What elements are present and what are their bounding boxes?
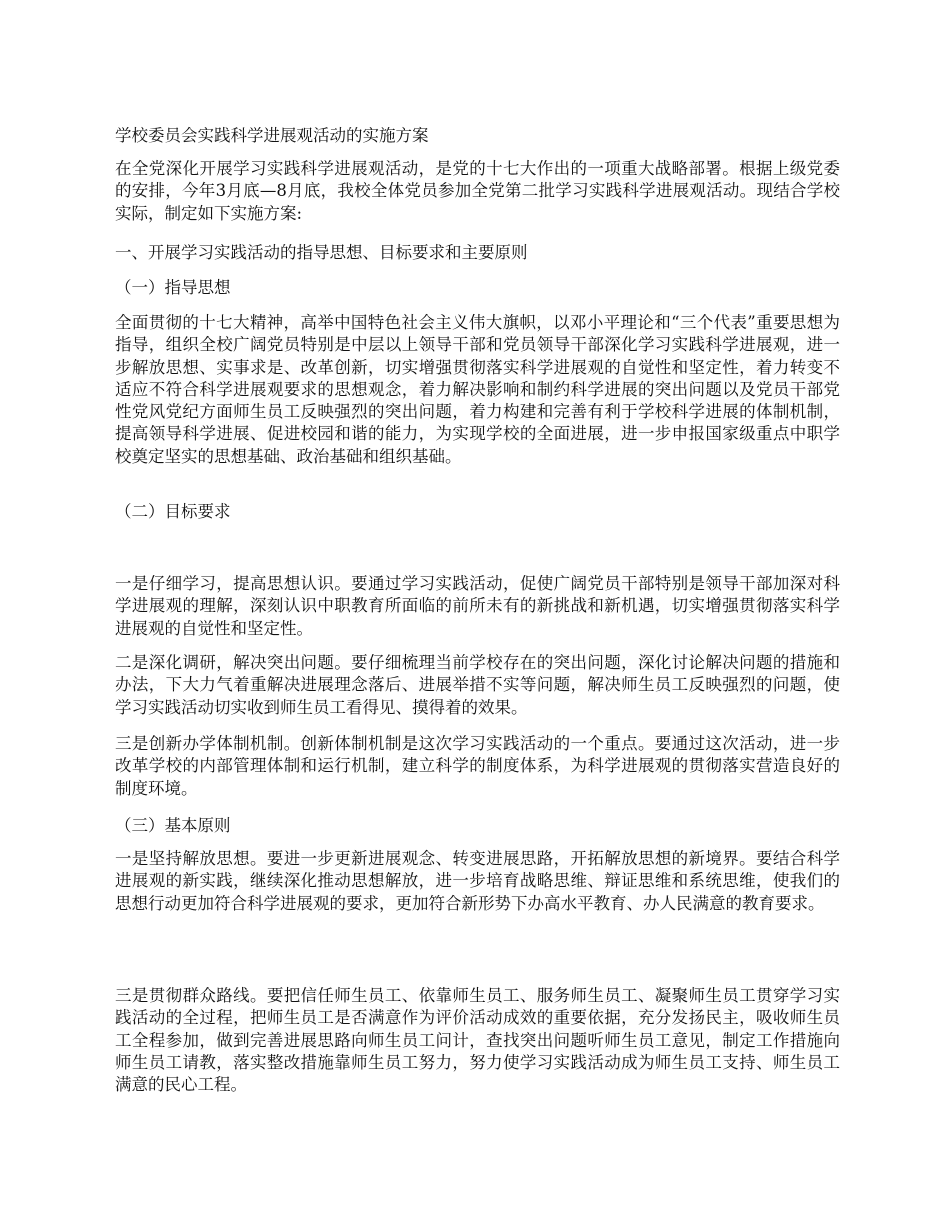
subsection-heading-principles: （三）基本原则 xyxy=(115,816,231,835)
intro-paragraph: 在全党深化开展学习实践科学进展观活动，是党的十七大作出的一项重大战略部署。根据上级党委的安排，今年3月底—8月底，我校全体党员参加全党第二批学习实践科学进展观活动。现结合学校实际，制定如下实施方案: xyxy=(115,159,840,223)
subsection-heading-goals: （二）目标要求 xyxy=(115,502,231,521)
guiding-thought-paragraph: 全面贯彻的十七大精神，高举中国特色社会主义伟大旗帜，以邓小平理论和“三个代表”重要思想为指导，组织全校广阔党员特别是中层以上领导干部和党员领导干部深化学习实践科学进展观，进一步解放思想、实事求是、改革创新，切实增强贯彻落实科学进展观的自觉性和坚定性，着力转变不适应不符合科学进展观要求的思想观念，着力解决影响和制约科学进展的突出问题以及党员干部党性党风党纪方面师生员工反映强烈的突出问题，着力构建和完善有利于学校科学进展的体制机制，提高领导科学进展、促进校园和谐的能力，为实现学校的全面进展，进一步申报国家级重点中职学校奠定坚实的思想基础、政治基础和组织基础。 xyxy=(115,313,840,466)
goal-paragraph-1: 一是仔细学习，提高思想认识。要通过学习实践活动，促使广阔党员干部特别是领导干部加深对科学进展观的理解，深刻认识中职教育所面临的前所未有的新挑战和新机遇，切实增强贯彻落实科学进展观的自觉性和坚定性。 xyxy=(115,574,840,638)
goal-paragraph-3: 三是创新办学体制机制。创新体制机制是这次学习实践活动的一个重点。要通过这次活动，进一步改革学校的内部管理体制和运行机制，建立科学的制度体系，为科学进展观的贯彻落实营造良好的制度环境。 xyxy=(115,734,840,798)
goal-paragraph-2: 二是深化调研，解决突出问题。要仔细梳理当前学校存在的突出问题，深化讨论解决问题的措施和办法，下大力气着重解决进展理念落后、进展举措不实等问题，解决师生员工反映强烈的问题，使学习实践活动切实收到师生员工看得见、摸得着的效果。 xyxy=(115,653,840,717)
principle-paragraph-1: 一是坚持解放思想。要进一步更新进展观念、转变进展思路，开拓解放思想的新境界。要结合科学进展观的新实践，继续深化推动思想解放，进一步培育战略思维、辩证思维和系统思维，使我们的思想行动更加符合科学进展观的要求，更加符合新形势下办高水平教育、办人民满意的教育要求。 xyxy=(115,849,840,913)
section-heading: 一、开展学习实践活动的指导思想、目标要求和主要原则 xyxy=(115,243,528,262)
document-title: 学校委员会实践科学进展观活动的实施方案 xyxy=(115,126,429,145)
principle-paragraph-3: 三是贯彻群众路线。要把信任师生员工、依靠师生员工、服务师生员工、凝聚师生员工贯穿学习实践活动的全过程，把师生员工是否满意作为评价活动成效的重要依据，充分发扬民主，吸收师生员工全程参加，做到完善进展思路向师生员工问计，查找突出问题听师生员工意见，制定工作措施向师生员工请教，落实整改措施靠师生员工努力，努力使学习实践活动成为师生员工支持、师生员工满意的民心工程。 xyxy=(115,986,840,1095)
subsection-heading-guiding-thought: （一）指导思想 xyxy=(115,278,231,297)
